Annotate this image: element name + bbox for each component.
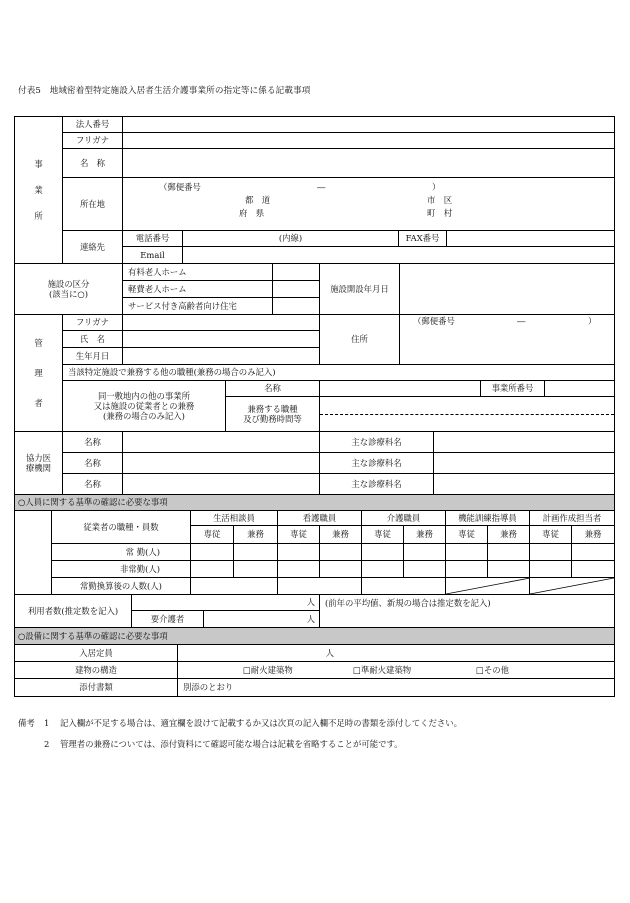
meisho-field[interactable] (123, 149, 614, 178)
shiku-label: 市 区 (427, 195, 453, 205)
furigana-label: フリガナ (63, 133, 123, 149)
kyoryoku-line: 療機関 (25, 463, 52, 473)
kenmu-note: 当該特定施設で兼務する他の職種(兼務の場合のみ記入) (63, 365, 614, 381)
kyoryoku-name-label: 名称 (63, 474, 123, 495)
count-cell[interactable] (404, 561, 446, 578)
type-yuryo-check[interactable] (273, 264, 320, 281)
kyoryoku-line: 協力医 (25, 452, 52, 463)
email-field[interactable] (183, 247, 614, 264)
postal-open: （郵便番号 (159, 182, 201, 192)
kansan-cell[interactable] (362, 578, 446, 595)
shinryo-label: 主な診療科名 (320, 453, 434, 474)
postal-close: ） (432, 182, 441, 192)
count-cell[interactable] (234, 561, 278, 578)
jokin-label: 常 勤(人) (52, 544, 191, 561)
kyoryoku-name-label: 名称 (63, 453, 123, 474)
kenmu-meisho-field[interactable] (320, 381, 481, 397)
kubun-line: 施設の区分 (47, 278, 90, 289)
furigana-field[interactable] (123, 133, 614, 149)
count-cell[interactable] (530, 544, 572, 561)
hojin-bango-label: 法人番号 (63, 117, 123, 133)
count-cell[interactable] (572, 544, 614, 561)
nyukyo-field[interactable] (178, 645, 614, 662)
naisen-label: (内線) (278, 233, 303, 244)
note-number: 1 (44, 718, 50, 728)
seinengappi-label: 生年月日 (63, 348, 123, 365)
role-kino: 機能訓練指導員 (446, 511, 530, 526)
diagonal-lines (446, 578, 614, 595)
form-title: 付表5 地域密着型特定施設入居者生活介護事業所の指定等に係る記載事項 (18, 86, 311, 96)
count-cell[interactable] (530, 561, 572, 578)
count-cell[interactable] (191, 544, 234, 561)
kenmu-meisho-label: 名称 (226, 381, 320, 397)
role-kango: 看護職員 (278, 511, 362, 526)
kozo-option-taika[interactable]: □耐火建築物 (243, 665, 293, 675)
kanrisha-shimei-field[interactable] (123, 331, 320, 348)
count-cell[interactable] (320, 544, 362, 561)
kanrisha-shimei-label: 氏 名 (63, 331, 123, 348)
yokaigo-nin: 人 (306, 613, 315, 624)
shokushu-line: 兼務する職種 (247, 403, 298, 414)
role-seikatsu: 生活相談員 (191, 511, 278, 526)
kansan-cell[interactable] (278, 578, 362, 595)
count-cell[interactable] (446, 544, 488, 561)
email-label: Email (123, 247, 183, 264)
count-cell[interactable] (362, 561, 404, 578)
section-char: 事 (34, 158, 43, 169)
kozo-label: 建物の構造 (15, 662, 178, 679)
senju-label: 専従 (362, 526, 404, 544)
kozo-option-other[interactable]: □その他 (476, 665, 510, 675)
kanrisha-postal-close: ） (588, 316, 597, 326)
riyosha-nin: 人 (306, 597, 315, 608)
kenmu-label: 兼務 (488, 526, 530, 544)
kansan-label: 常勤換算後の人数(人) (52, 578, 191, 595)
kenmu-shokushu-field[interactable] (320, 397, 614, 415)
hijokin-label: 非常勤(人) (52, 561, 191, 578)
type-sakoju-check[interactable] (273, 298, 320, 315)
count-cell[interactable] (191, 561, 234, 578)
kyoryoku-name-label: 名称 (63, 432, 123, 453)
kanrisha-postal-dash: ― (517, 316, 526, 326)
kenmu-label: 兼務 (320, 526, 362, 544)
setsubi-header: ○設備に関する基準の確認に必要な事項 (15, 628, 614, 645)
shinryo-field[interactable] (434, 432, 614, 453)
notes-label: 備考 (18, 718, 35, 728)
type-keihi-check[interactable] (273, 281, 320, 298)
senju-label: 専従 (530, 526, 572, 544)
kyoryoku-name-field[interactable] (123, 474, 320, 495)
jinin-blank (15, 511, 52, 595)
jigyosho-section-label (15, 117, 63, 264)
kenmu-label: 兼務 (572, 526, 614, 544)
kenmu-shokushu-label (226, 397, 320, 432)
shinryo-field[interactable] (434, 453, 614, 474)
chouson-label: 町 村 (427, 208, 453, 218)
tenpu-value: 別添のとおり (183, 682, 234, 693)
postal-dash: ― (317, 182, 326, 192)
kozo-option-juntaika[interactable]: □準耐火建築物 (353, 665, 412, 675)
section-char: 所 (34, 211, 43, 222)
count-cell[interactable] (488, 544, 530, 561)
kyoryoku-name-field[interactable] (123, 453, 320, 474)
application-form (14, 116, 615, 697)
riyosha-note: (前年の平均値、新規の場合は推定数を記入) (325, 597, 491, 608)
denwa-label: 電話番号 (123, 231, 183, 247)
kyoryoku-name-field[interactable] (123, 432, 320, 453)
count-cell[interactable] (404, 544, 446, 561)
shozaichi-label: 所在地 (63, 178, 123, 231)
section-char: 理 (34, 367, 43, 378)
role-kaigo: 介護職員 (362, 511, 446, 526)
jigyosho-bango-label: 事業所番号 (481, 381, 545, 397)
type-sakoju: サービス付き高齢者向け住宅 (123, 298, 273, 315)
senju-label: 専従 (278, 526, 320, 544)
riyosha-field[interactable] (132, 595, 320, 611)
shinryo-label: 主な診療科名 (320, 432, 434, 453)
tenpu-label: 添付書類 (15, 679, 178, 696)
count-cell[interactable] (362, 544, 404, 561)
section-char: 管 (34, 337, 43, 348)
kanrisha-postal-open: （郵便番号 (413, 316, 455, 326)
other-line: (兼務の場合のみ記入) (103, 411, 185, 422)
count-cell[interactable] (320, 561, 362, 578)
riyosha-label: 利用者数(推定数を記入) (15, 595, 132, 628)
other-jigyosho-label (63, 381, 226, 432)
riyosha-blank (320, 611, 614, 628)
shisetsu-kubun-label (15, 264, 123, 315)
nyukyo-nin: 人 (325, 647, 334, 658)
renrakusaki-label: 連絡先 (63, 231, 123, 264)
fuken-label: 府 県 (239, 208, 265, 218)
role-keikaku: 計画作成担当者 (530, 511, 614, 526)
shokushu-label: 従業者の職種・員数 (52, 511, 191, 544)
count-cell[interactable] (278, 561, 320, 578)
kubun-line: (該当に○) (49, 289, 88, 299)
kanrisha-section-label (15, 315, 63, 432)
seinengappi-field[interactable] (123, 348, 320, 365)
kenmu-jikan-field[interactable] (320, 415, 614, 432)
kanrisha-furigana-label: フリガナ (63, 315, 123, 331)
count-cell[interactable] (572, 561, 614, 578)
senju-label: 専従 (191, 526, 234, 544)
count-cell[interactable] (446, 561, 488, 578)
section-char: 者 (34, 398, 43, 409)
type-yuryo: 有料老人ホーム (123, 264, 273, 281)
kenmu-label: 兼務 (234, 526, 278, 544)
count-cell[interactable] (488, 561, 530, 578)
senju-label: 専従 (446, 526, 488, 544)
hojin-bango-field[interactable] (123, 117, 614, 133)
other-line: 又は施設の従業者との兼務 (93, 400, 195, 411)
kanrisha-furigana-field[interactable] (123, 315, 320, 331)
jinin-header: ○人員に関する基準の確認に必要な事項 (15, 495, 614, 511)
nyukyo-label: 入居定員 (15, 645, 178, 662)
fax-label: FAX番号 (399, 231, 447, 247)
other-line: 同一敷地内の他の事業所 (97, 390, 191, 401)
jigyosho-bango-field[interactable] (545, 381, 614, 397)
shokushu-line: 及び勤務時間等 (243, 414, 302, 424)
shinryo-label: 主な診療科名 (320, 474, 434, 495)
count-cell[interactable] (234, 544, 278, 561)
jusho-label: 住所 (320, 315, 400, 365)
meisho-label: 名 称 (63, 149, 123, 178)
kaisetsu-label: 施設開設年月日 (320, 264, 400, 315)
kenmu-label: 兼務 (404, 526, 446, 544)
yokaigo-field[interactable] (204, 611, 320, 628)
note-text: 記入欄が不足する場合は、適宜欄を設けて記載するか又は次頁の記入欄不足時の書類を添付してください。 (60, 718, 462, 728)
type-keihi: 軽費老人ホーム (123, 281, 273, 298)
kyoryoku-label (15, 432, 63, 495)
todo-label: 都 道 (245, 195, 271, 205)
count-cell[interactable] (278, 544, 320, 561)
kaisetsu-field[interactable] (400, 264, 614, 315)
fax-field[interactable] (447, 231, 614, 247)
denwa-field[interactable] (183, 231, 399, 247)
note-text: 管理者の兼務については、添付資料にて確認可能な場合は記載を省略することが可能です。 (60, 739, 403, 749)
yokaigo-label: 要介護者 (132, 611, 204, 628)
kansan-cell[interactable] (191, 578, 278, 595)
section-char: 業 (34, 184, 43, 195)
note-number: 2 (44, 739, 50, 749)
shinryo-field[interactable] (434, 474, 614, 495)
